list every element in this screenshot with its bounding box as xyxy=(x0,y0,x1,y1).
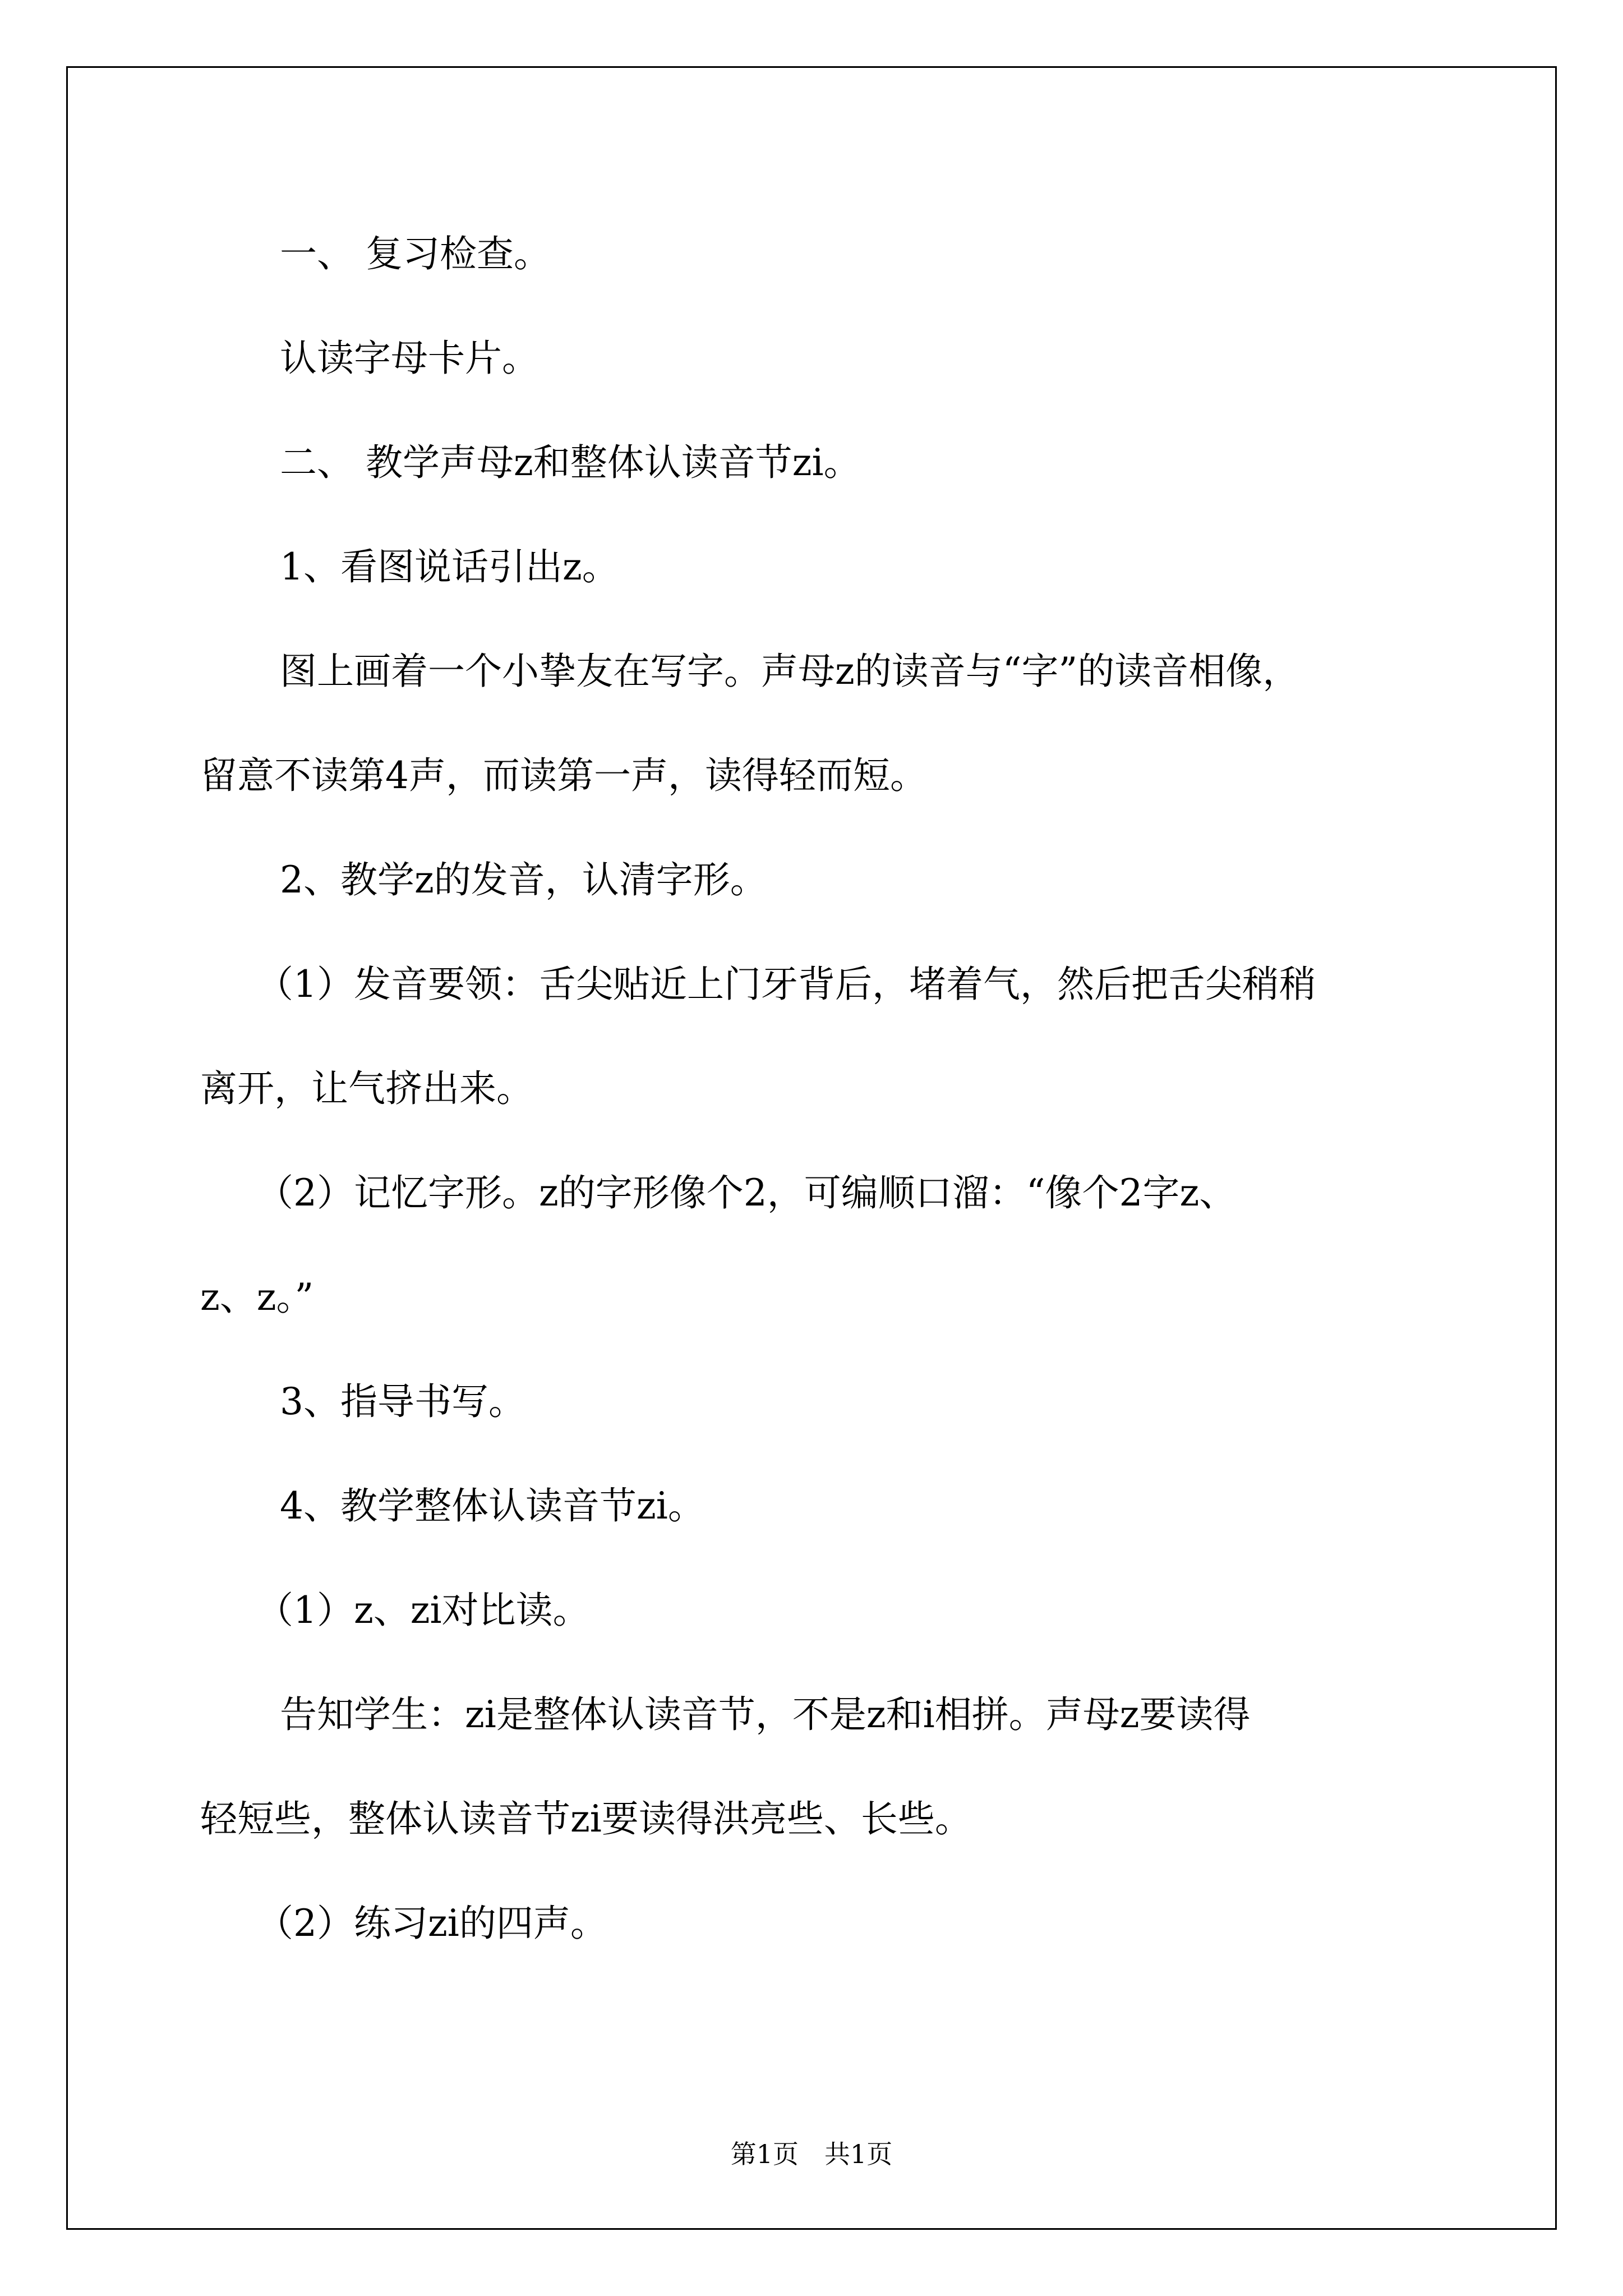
paragraph-continuation: 留意不读第4声，而读第一声，读得轻而短。 xyxy=(200,754,927,797)
page-footer: 第1页 共1页 xyxy=(730,2139,893,2169)
paragraph: 1、看图说话引出z。 xyxy=(280,545,619,588)
paragraph: 4、教学整体认读音节zi。 xyxy=(280,1484,705,1527)
paragraph: 3、指导书写。 xyxy=(280,1380,525,1423)
paragraph: 告知学生：zi是整体认读音节，不是z和i相拼。声母z要读得 xyxy=(280,1693,1251,1736)
paragraph: 图上画着一个小挚友在写字。声母z的读音与“字”的读音相像， xyxy=(280,650,1300,693)
paragraph-continuation: z、z。” xyxy=(200,1276,314,1319)
section-heading-teaching: 二、 教学声母z和整体认读音节zi。 xyxy=(280,441,861,484)
paragraph-continuation: 轻短些，整体认读音节zi要读得洪亮些、长些。 xyxy=(200,1797,972,1841)
paragraph: 2、教学z的发音，认清字形。 xyxy=(280,858,767,901)
paragraph: （2）练习zi的四声。 xyxy=(256,1902,607,1945)
paragraph: （1）z、zi对比读。 xyxy=(256,1589,590,1632)
section-heading-review: 一、 复习检查。 xyxy=(280,232,551,275)
paragraph-continuation: 离开，让气挤出来。 xyxy=(200,1067,533,1110)
paragraph: 认读字母卡片。 xyxy=(280,337,539,380)
paragraph: （2）记忆字形。z的字形像个2，可编顺口溜：“像个2字z、 xyxy=(256,1171,1237,1214)
paragraph: （1）发音要领：舌尖贴近上门牙背后，堵着气，然后把舌尖稍稍 xyxy=(256,963,1316,1006)
